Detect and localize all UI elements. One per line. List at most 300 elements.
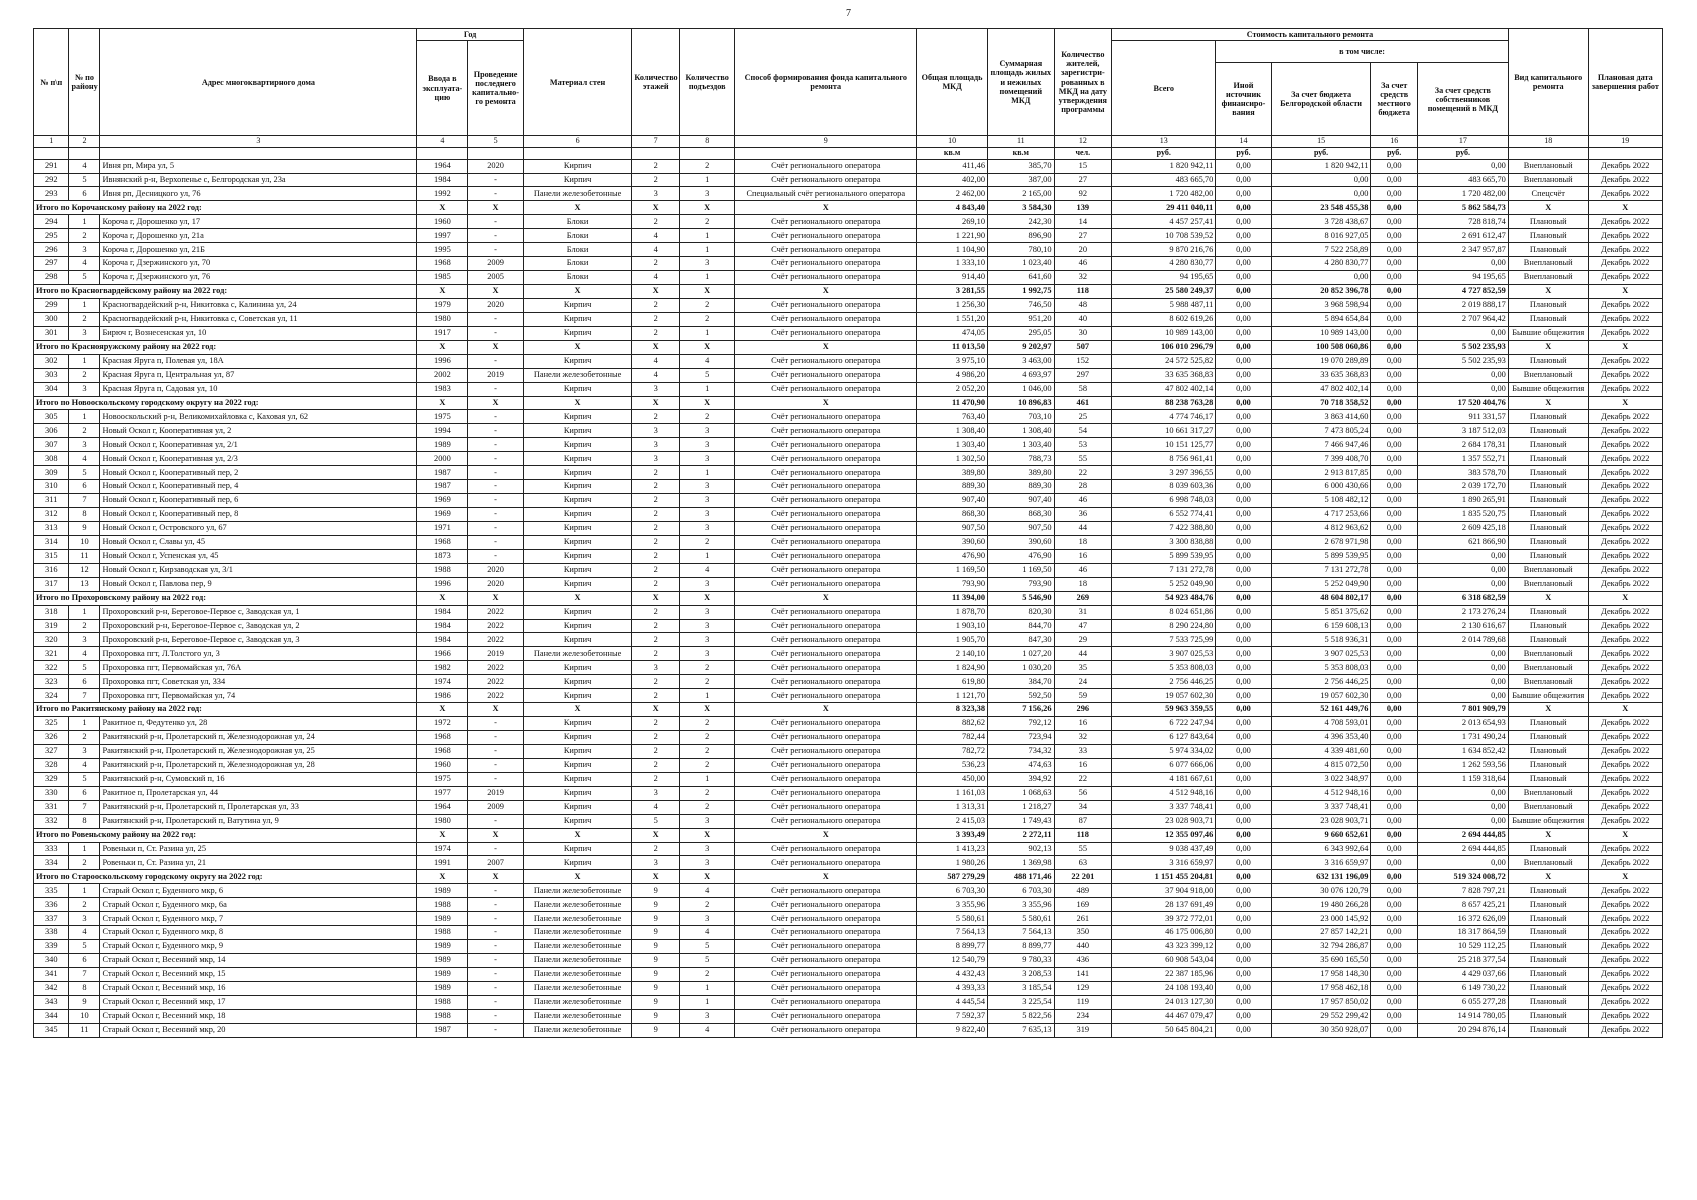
owners-funds-cell: 483 665,70 [1417,173,1508,187]
entrances-cell: 3 [680,619,735,633]
total-living-area-cell: 7 156,26 [988,703,1054,717]
repair-type-cell: Плановый [1508,480,1588,494]
address-cell: Бирюч г, Вознесенская ул, 10 [100,326,417,340]
district-number-cell: 4 [69,257,100,271]
row-number-cell: 294 [34,215,69,229]
year-last-repair-cell: - [468,967,523,981]
wall-material-cell: Кирпич [523,786,632,800]
total-fund-method-cell: X [735,591,917,605]
fund-method-cell: Счёт регионального оператора [735,173,917,187]
table-row [34,619,1663,633]
row-number-cell: 297 [34,257,69,271]
total-floors-cell: X [632,591,680,605]
total-area-cell: 1 551,20 [917,312,988,326]
entrances-cell: 2 [680,731,735,745]
wall-material-cell: Кирпич [523,633,632,647]
total-residents-cell: 118 [1054,828,1112,842]
regional-budget-cell: 4 812 963,62 [1271,521,1371,535]
unit-cell: чел. [1054,147,1112,159]
total-entrances-cell: X [680,591,735,605]
unit-cell [632,147,680,159]
living-area-cell: 3 355,96 [988,898,1054,912]
row-number-cell: 319 [34,619,69,633]
deadline-cell: Декабрь 2022 [1588,326,1662,340]
total-area-cell: 907,40 [917,494,988,508]
year-last-repair-cell: - [468,215,523,229]
wall-material-cell: Кирпич [523,466,632,480]
wall-material-cell: Панели железобетонные [523,647,632,661]
owners-funds-cell: 2 691 612,47 [1417,229,1508,243]
local-budget-cell: 0,00 [1371,173,1418,187]
local-budget-cell: 0,00 [1371,856,1418,870]
district-number-cell: 3 [69,243,100,257]
capital-repair-table-sheet [33,28,1663,1038]
unit-cell: руб. [1371,147,1418,159]
entrances-cell: 3 [680,605,735,619]
row-number-cell: 307 [34,438,69,452]
other-sources-cell: 0,00 [1216,410,1271,424]
regional-budget-cell: 5 894 654,84 [1271,312,1371,326]
total-area-cell: 2 415,03 [917,814,988,828]
regional-budget-cell: 7 466 947,46 [1271,438,1371,452]
floors-cell: 4 [632,800,680,814]
cost-total-cell: 24 108 193,40 [1112,981,1216,995]
total-deadline-cell: X [1588,828,1662,842]
total-regional-budget-cell: 9 660 652,61 [1271,828,1371,842]
total-area-cell: 907,50 [917,521,988,535]
entrances-cell: 4 [680,926,735,940]
year-built-cell: 1989 [417,912,468,926]
repair-type-cell: Бывшие общежития [1508,814,1588,828]
local-budget-cell: 0,00 [1371,243,1418,257]
total-total-area-cell: 4 843,40 [917,201,988,215]
owners-funds-cell: 0,00 [1417,257,1508,271]
repair-type-cell: Плановый [1508,633,1588,647]
address-cell: Красная Яруга п, Полевая ул, 18А [100,354,417,368]
living-area-cell: 788,73 [988,452,1054,466]
floors-cell: 2 [632,758,680,772]
floors-cell: 4 [632,368,680,382]
residents-cell: 14 [1054,215,1112,229]
district-number-cell: 7 [69,689,100,703]
total-area-cell: 7 592,37 [917,1009,988,1023]
table-row [34,312,1663,326]
living-area-cell: 1 046,00 [988,382,1054,396]
column-number-cell: 10 [917,136,988,148]
owners-funds-cell: 0,00 [1417,661,1508,675]
other-sources-cell: 0,00 [1216,563,1271,577]
deadline-cell: Декабрь 2022 [1588,786,1662,800]
total-area-cell: 269,10 [917,215,988,229]
total-cost-total-cell: 12 355 097,46 [1112,828,1216,842]
cost-total-cell: 4 280 830,77 [1112,257,1216,271]
row-number-cell: 315 [34,549,69,563]
floors-cell: 2 [632,215,680,229]
total-area-cell: 2 462,00 [917,187,988,201]
fund-method-cell: Счёт регионального оператора [735,856,917,870]
local-budget-cell: 0,00 [1371,382,1418,396]
unit-cell [523,147,632,159]
other-sources-cell: 0,00 [1216,521,1271,535]
wall-material-cell: Панели железобетонные [523,995,632,1009]
district-number-cell: 9 [69,521,100,535]
deadline-cell: Декабрь 2022 [1588,619,1662,633]
total-deadline-cell: X [1588,285,1662,299]
repair-type-cell: Плановый [1508,898,1588,912]
address-cell: Новый Оскол г, Славы ул, 45 [100,535,417,549]
fund-method-cell: Счёт регионального оператора [735,689,917,703]
district-total-label: Итого по Ровеньскому району на 2022 год: [34,828,417,842]
cost-total-cell: 4 457 257,41 [1112,215,1216,229]
floors-cell: 9 [632,981,680,995]
district-number-cell: 8 [69,508,100,522]
local-budget-cell: 0,00 [1371,786,1418,800]
header-col-fund-method: Способ формирования фонда капитального ремонта [735,29,917,136]
table-row [34,368,1663,382]
wall-material-cell: Кирпич [523,675,632,689]
local-budget-cell: 0,00 [1371,717,1418,731]
local-budget-cell: 0,00 [1371,577,1418,591]
district-total-label: Итого по Старооскольскому городскому округу на 2022 год: [34,870,417,884]
entrances-cell: 3 [680,494,735,508]
total-year-built-cell: X [417,285,468,299]
header-col-wall-material: Материал стен [523,29,632,136]
living-area-cell: 844,70 [988,619,1054,633]
floors-cell: 9 [632,898,680,912]
address-cell: Прохоровский р-н, Береговое-Первое с, Заводская ул, 1 [100,605,417,619]
entrances-cell: 2 [680,661,735,675]
local-budget-cell: 0,00 [1371,424,1418,438]
district-number-cell: 12 [69,563,100,577]
year-built-cell: 1989 [417,967,468,981]
floors-cell: 4 [632,354,680,368]
other-sources-cell: 0,00 [1216,452,1271,466]
deadline-cell: Декабрь 2022 [1588,494,1662,508]
living-area-cell: 3 225,54 [988,995,1054,1009]
living-area-cell: 792,12 [988,717,1054,731]
cost-total-cell: 6 552 774,41 [1112,508,1216,522]
row-number-cell: 302 [34,354,69,368]
wall-material-cell: Панели железобетонные [523,1023,632,1037]
header-col-district-no: № по району [69,29,100,136]
row-number-cell: 340 [34,954,69,968]
address-cell: Ивня рп, Десницкого ул, 76 [100,187,417,201]
column-number-cell: 17 [1417,136,1508,148]
entrances-cell: 3 [680,508,735,522]
fund-method-cell: Счёт регионального оператора [735,271,917,285]
row-number-cell: 328 [34,758,69,772]
total-floors-cell: X [632,828,680,842]
owners-funds-cell: 0,00 [1417,647,1508,661]
district-number-cell: 6 [69,954,100,968]
floors-cell: 9 [632,1023,680,1037]
deadline-cell: Декабрь 2022 [1588,717,1662,731]
total-living-area-cell: 1 992,75 [988,285,1054,299]
total-area-cell: 4 393,33 [917,981,988,995]
wall-material-cell: Панели железобетонные [523,187,632,201]
year-last-repair-cell: - [468,744,523,758]
entrances-cell: 4 [680,354,735,368]
deadline-cell: Декабрь 2022 [1588,243,1662,257]
cost-total-cell: 8 602 619,26 [1112,312,1216,326]
cost-total-cell: 5 252 049,90 [1112,577,1216,591]
repair-type-cell: Спецсчёт [1508,187,1588,201]
floors-cell: 2 [632,633,680,647]
year-last-repair-cell: - [468,452,523,466]
local-budget-cell: 0,00 [1371,1009,1418,1023]
deadline-cell: Декабрь 2022 [1588,229,1662,243]
fund-method-cell: Счёт регионального оператора [735,605,917,619]
total-regional-budget-cell: 52 161 449,76 [1271,703,1371,717]
floors-cell: 2 [632,466,680,480]
address-cell: Новый Оскол г, Кооперативная ул, 2 [100,424,417,438]
repair-type-cell: Плановый [1508,954,1588,968]
owners-funds-cell: 0,00 [1417,675,1508,689]
floors-cell: 2 [632,312,680,326]
row-number-cell: 331 [34,800,69,814]
living-area-cell: 907,50 [988,521,1054,535]
address-cell: Ракитянский р-н, Пролетарский п, Железнодорожная ул, 25 [100,744,417,758]
unit-cell [1508,147,1588,159]
repair-type-cell: Плановый [1508,410,1588,424]
owners-funds-cell: 1 835 520,75 [1417,508,1508,522]
table-row [34,633,1663,647]
fund-method-cell: Счёт регионального оператора [735,954,917,968]
row-number-cell: 310 [34,480,69,494]
row-number-cell: 322 [34,661,69,675]
regional-budget-cell: 3 337 748,41 [1271,800,1371,814]
entrances-cell: 1 [680,326,735,340]
year-built-cell: 1980 [417,312,468,326]
total-area-cell: 619,80 [917,675,988,689]
cost-total-cell: 24 572 525,82 [1112,354,1216,368]
living-area-cell: 8 899,77 [988,940,1054,954]
district-number-cell: 3 [69,438,100,452]
district-total-row [34,591,1663,605]
other-sources-cell: 0,00 [1216,647,1271,661]
fund-method-cell: Счёт регионального оператора [735,1009,917,1023]
row-number-cell: 316 [34,563,69,577]
total-total-area-cell: 11 013,50 [917,340,988,354]
owners-funds-cell: 2 013 654,93 [1417,717,1508,731]
table-row [34,257,1663,271]
total-cost-total-cell: 29 411 040,11 [1112,201,1216,215]
local-budget-cell: 0,00 [1371,633,1418,647]
entrances-cell: 1 [680,689,735,703]
total-area-cell: 6 703,30 [917,884,988,898]
owners-funds-cell: 16 372 626,09 [1417,912,1508,926]
fund-method-cell: Счёт регионального оператора [735,229,917,243]
address-cell: Новый Оскол г, Кооперативный пер, 4 [100,480,417,494]
address-cell: Прохоровка пгт, Советская ул, 334 [100,675,417,689]
row-number-cell: 333 [34,842,69,856]
deadline-cell: Декабрь 2022 [1588,452,1662,466]
deadline-cell: Декабрь 2022 [1588,549,1662,563]
address-cell: Старый Оскол г, Буденного мкр, 6а [100,898,417,912]
wall-material-cell: Панели железобетонные [523,1009,632,1023]
cost-total-cell: 94 195,65 [1112,271,1216,285]
living-area-cell: 385,70 [988,159,1054,173]
wall-material-cell: Кирпич [523,382,632,396]
table-row [34,786,1663,800]
year-built-cell: 1969 [417,508,468,522]
total-local-budget-cell: 0,00 [1371,870,1418,884]
fund-method-cell: Счёт регионального оператора [735,549,917,563]
local-budget-cell: 0,00 [1371,689,1418,703]
fund-method-cell: Счёт регионального оператора [735,577,917,591]
address-cell: Ракитянский р-н, Пролетарский п, Пролетарская ул, 33 [100,800,417,814]
other-sources-cell: 0,00 [1216,298,1271,312]
owners-funds-cell: 94 195,65 [1417,271,1508,285]
total-area-cell: 1 303,40 [917,438,988,452]
repair-type-cell: Внеплановый [1508,271,1588,285]
unit-cell: кв.м [988,147,1054,159]
entrances-cell: 3 [680,577,735,591]
cost-total-cell: 483 665,70 [1112,173,1216,187]
owners-funds-cell: 2 019 888,17 [1417,298,1508,312]
table-body [34,159,1663,1037]
wall-material-cell: Кирпич [523,856,632,870]
district-number-cell: 10 [69,535,100,549]
repair-type-cell: Плановый [1508,521,1588,535]
total-wall-material-cell: X [523,201,632,215]
total-area-cell: 5 580,61 [917,912,988,926]
entrances-cell: 2 [680,758,735,772]
year-built-cell: 1982 [417,661,468,675]
living-area-cell: 5 822,56 [988,1009,1054,1023]
repair-type-cell: Плановый [1508,298,1588,312]
wall-material-cell: Панели железобетонные [523,368,632,382]
living-area-cell: 390,60 [988,535,1054,549]
repair-type-cell: Плановый [1508,731,1588,745]
address-cell: Старый Оскол г, Буденного мкр, 7 [100,912,417,926]
regional-budget-cell: 7 473 805,24 [1271,424,1371,438]
year-last-repair-cell: 2020 [468,159,523,173]
residents-cell: 47 [1054,619,1112,633]
residents-cell: 27 [1054,173,1112,187]
wall-material-cell: Панели железобетонные [523,967,632,981]
unit-cell [468,147,523,159]
living-area-cell: 1 027,20 [988,647,1054,661]
total-year-last-repair-cell: X [468,201,523,215]
regional-budget-cell: 0,00 [1271,271,1371,285]
total-wall-material-cell: X [523,285,632,299]
wall-material-cell: Кирпич [523,758,632,772]
repair-type-cell: Плановый [1508,995,1588,1009]
floors-cell: 3 [632,661,680,675]
floors-cell: 2 [632,480,680,494]
living-area-cell: 1 023,40 [988,257,1054,271]
row-number-cell: 320 [34,633,69,647]
address-cell: Старый Оскол г, Весенний мкр, 14 [100,954,417,968]
total-year-last-repair-cell: X [468,285,523,299]
local-budget-cell: 0,00 [1371,508,1418,522]
fund-method-cell: Счёт регионального оператора [735,480,917,494]
deadline-cell: Декабрь 2022 [1588,577,1662,591]
entrances-cell: 1 [680,549,735,563]
year-built-cell: 1984 [417,633,468,647]
owners-funds-cell: 1 262 593,56 [1417,758,1508,772]
year-last-repair-cell: 2009 [468,257,523,271]
fund-method-cell: Счёт регионального оператора [735,758,917,772]
local-budget-cell: 0,00 [1371,521,1418,535]
cost-total-cell: 37 904 918,00 [1112,884,1216,898]
entrances-cell: 1 [680,243,735,257]
row-number-cell: 314 [34,535,69,549]
year-built-cell: 1975 [417,410,468,424]
entrances-cell: 3 [680,856,735,870]
floors-cell: 2 [632,842,680,856]
total-entrances-cell: X [680,870,735,884]
repair-type-cell: Плановый [1508,940,1588,954]
entrances-cell: 2 [680,675,735,689]
year-built-cell: 1989 [417,940,468,954]
entrances-cell: 5 [680,368,735,382]
total-local-budget-cell: 0,00 [1371,396,1418,410]
total-fund-method-cell: X [735,870,917,884]
total-area-cell: 1 121,70 [917,689,988,703]
deadline-cell: Декабрь 2022 [1588,954,1662,968]
cost-total-cell: 6 127 843,64 [1112,731,1216,745]
deadline-cell: Декабрь 2022 [1588,424,1662,438]
deadline-cell: Декабрь 2022 [1588,466,1662,480]
floors-cell: 2 [632,508,680,522]
entrances-cell: 2 [680,786,735,800]
table-row [34,884,1663,898]
owners-funds-cell: 0,00 [1417,814,1508,828]
district-number-cell: 5 [69,772,100,786]
table-row [34,647,1663,661]
address-cell: Красногвардейский р-н, Никитовка с, Калинина ул, 24 [100,298,417,312]
header-col-total-area: Общая площадь МКД [917,29,988,136]
other-sources-cell: 0,00 [1216,1023,1271,1037]
wall-material-cell: Кирпич [523,577,632,591]
total-entrances-cell: X [680,828,735,842]
deadline-cell: Декабрь 2022 [1588,995,1662,1009]
residents-cell: 18 [1054,577,1112,591]
living-area-cell: 1 030,20 [988,661,1054,675]
header-units-row [34,147,1663,159]
district-number-cell: 1 [69,717,100,731]
address-cell: Старый Оскол г, Буденного мкр, 9 [100,940,417,954]
total-area-cell: 7 564,13 [917,926,988,940]
total-area-cell: 1 302,50 [917,452,988,466]
repair-type-cell: Внеплановый [1508,577,1588,591]
living-area-cell: 820,30 [988,605,1054,619]
wall-material-cell: Кирпич [523,731,632,745]
year-built-cell: 1989 [417,438,468,452]
floors-cell: 2 [632,521,680,535]
cost-total-cell: 3 316 659,97 [1112,856,1216,870]
owners-funds-cell: 0,00 [1417,549,1508,563]
total-living-area-cell: 9 202,97 [988,340,1054,354]
repair-type-cell: Плановый [1508,508,1588,522]
column-number-cell: 14 [1216,136,1271,148]
floors-cell: 3 [632,452,680,466]
unit-cell: кв.м [917,147,988,159]
total-total-area-cell: 11 394,00 [917,591,988,605]
district-number-cell: 7 [69,967,100,981]
row-number-cell: 338 [34,926,69,940]
row-number-cell: 337 [34,912,69,926]
deadline-cell: Декабрь 2022 [1588,647,1662,661]
floors-cell: 9 [632,940,680,954]
local-budget-cell: 0,00 [1371,842,1418,856]
other-sources-cell: 0,00 [1216,717,1271,731]
deadline-cell: Декабрь 2022 [1588,438,1662,452]
residents-cell: 29 [1054,633,1112,647]
residents-cell: 27 [1054,229,1112,243]
